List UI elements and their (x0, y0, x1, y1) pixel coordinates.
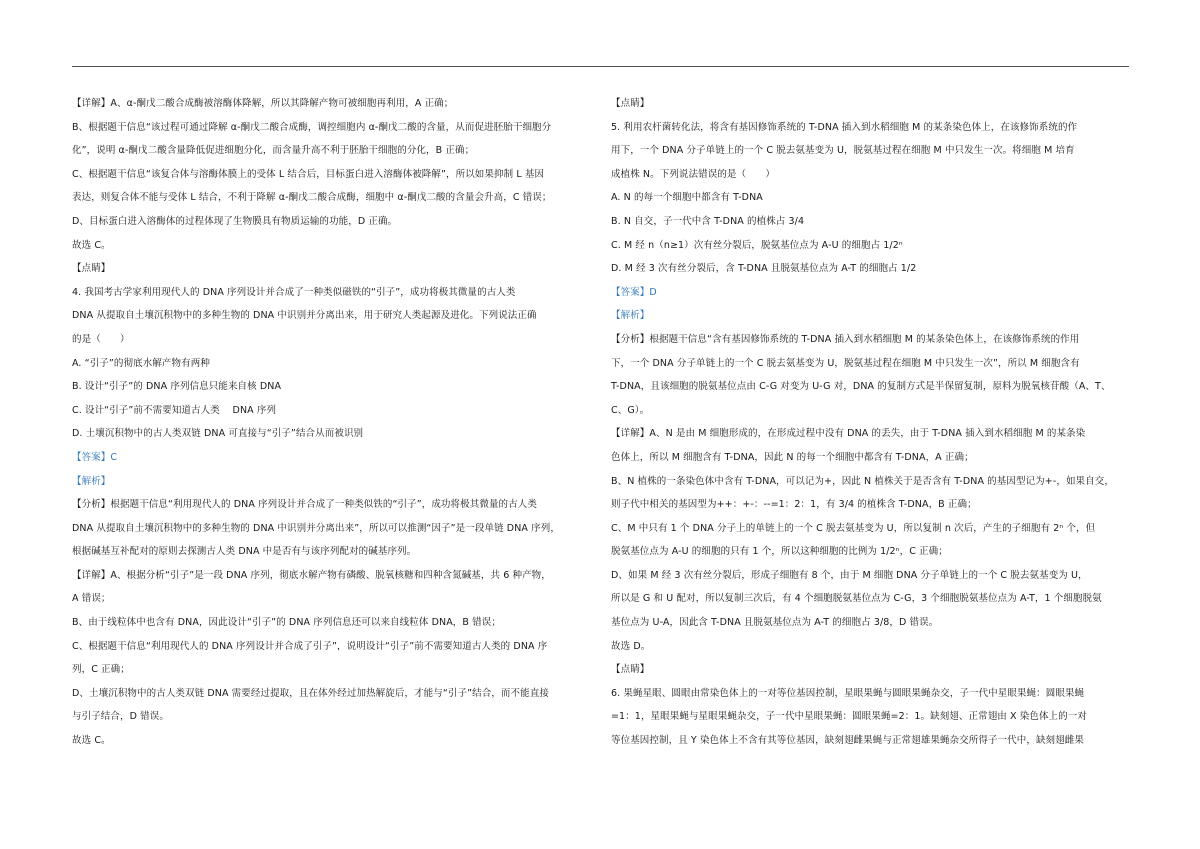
text-line: 【答案】D (611, 286, 657, 298)
text-line: 基位点为 U-A，因此含 T-DNA 且脱氨基位点为 A-T 的细胞占 3/8，D 错误。 (611, 617, 939, 629)
text-line: 5. 利用农杆菌转化法，将含有基因修饰系统的 T-DNA 插入到水稻细胞 M 的某条染色体上，在该修饰系统的作 (611, 121, 1078, 133)
text-line: C. M 经 n（n≥1）次有丝分裂后，脱氨基位点为 A-U 的细胞占 1/2ⁿ (611, 239, 903, 251)
text-line: D. M 经 3 次有丝分裂后，含 T-DNA 且脱氨基位点为 A-T 的细胞占 1/2 (611, 263, 917, 275)
text-line: B. N 自交，子一代中含 T-DNA 的植株占 3/4 (611, 215, 805, 227)
left-column (72, 92, 588, 753)
text-line: C、根据题干信息“该复合体与溶酶体膜上的受体 L 结合后，目标蛋白进入溶酶体被降解”，所以如果抑制 L 基因 (72, 168, 545, 180)
text-line: 色体上，所以 M 细胞含有 T-DNA，因此 N 的每一个细胞中都含有 T-DNA，A 正确； (611, 451, 974, 463)
text-line: 故选 D。 (611, 640, 651, 652)
text-line: 下，一个 DNA 分子单链上的一个 C 脱去氨基变为 U，脱氨基过程在细胞 M 中只发生一次”，所以 M 细胞含有 (611, 357, 1080, 369)
text-line: 故选 C。 (72, 239, 111, 251)
text-line: 列，C 正确； (72, 664, 130, 676)
text-line: C、G）。 (611, 404, 650, 416)
text-line: 成植株 N。下列说法错误的是（ ） (611, 168, 775, 180)
text-line: DNA 从提取自土壤沉积物中的多种生物的 DNA 中识别并分离出来”，所以可以推测“因子”是一段单链 DNA 序列， (72, 522, 560, 534)
text-line: 【点睛】 (611, 664, 650, 676)
text-line: D. 土壤沉积物中的古人类双链 DNA 可直接与“引子”结合从而被识别 (72, 428, 364, 440)
text-line: 故选 C。 (72, 735, 111, 747)
text-line: B、N 植株的一条染色体中含有 T-DNA，可以记为+，因此 N 植株关于是否含有 T-DNA 的基因型记为+-，如果自交， (611, 475, 1114, 487)
text-line: 【点睛】 (611, 98, 650, 109)
text-line: DNA 从提取自土壤沉积物中的多种生物的 DNA 中识别并分离出来，用于研究人类起源及进化。下列说法正确 (72, 310, 537, 322)
text-line: A 错误； (72, 593, 111, 605)
text-line: 化”，说明 α-酮戊二酸含量降低促进细胞分化，而含量升高不利于胚胎干细胞的分化，B 正确； (72, 145, 475, 157)
text-line: 【详解】A、根据分析“引子”是一段 DNA 序列，彻底水解产物有磷酸、脱氧核糖和四种含氮碱基，共 6 种产物， (72, 569, 551, 581)
text-line: 根据碱基互补配对的原则去探测古人类 DNA 中是否有与该序列配对的碱基序列。 (72, 546, 417, 558)
text-line: T-DNA，且该细胞的脱氨基位点由 C-G 对变为 U-G 对，DNA 的复制方式是半保留复制，原料为脱氧核苷酸（A、T、 (611, 381, 1111, 393)
text-line: 【解析】 (72, 475, 111, 487)
text-line: A. N 的每一个细胞中都含有 T-DNA (611, 192, 763, 204)
text-line: 脱氨基位点为 A-U 的细胞的只有 1 个，所以这种细胞的比例为 1/2ⁿ，C 正确； (611, 546, 948, 558)
text-line: D、目标蛋白进入溶酶体的过程体现了生物膜具有物质运输的功能，D 正确。 (72, 215, 398, 227)
text-line: 【答案】C (72, 451, 118, 463)
text-line: B. 设计“引子”的 DNA 序列信息只能来自核 DNA (72, 381, 282, 393)
text-line: C、根据题干信息“利用现代人的 DNA 序列设计并合成了引子”，说明设计“引子”前不需要知道古人类的 DNA 序 (72, 640, 548, 652)
right-column (611, 92, 1131, 753)
text-line: D、如果 M 经 3 次有丝分裂后，形成子细胞有 8 个，由于 M 细胞 DNA 分子单链上的一个 C 脱去氨基变为 U， (611, 569, 1088, 581)
text-line: 6. 果蝇星眼、圆眼由常染色体上的一对等位基因控制，星眼果蝇与圆眼果蝇杂交，子一代中星眼果蝇：圆眼果蝇 (611, 687, 1085, 699)
text-line: C、M 中只有 1 个 DNA 分子上的单链上的一个 C 脱去氨基变为 U，所以复制 n 次后，产生的子细胞有 2ⁿ 个，但 (611, 522, 1096, 534)
text-line: B、由于线粒体中也含有 DNA，因此设计“引子”的 DNA 序列信息还可以来自线粒体 DNA，B 错误； (72, 617, 501, 629)
text-line: 的是（ ） (72, 333, 130, 345)
text-line: 【分析】根据题干信息“利用现代人的 DNA 序列设计并合成了一种类似铁的“引子”，成功将极其微量的古人类 (72, 499, 537, 511)
text-line: =1：1，星眼果蝇与星眼果蝇杂交，子一代中星眼果蝇：圆眼果蝇=2：1。缺刻翅、正常翅由 X 染色体上的一对 (611, 711, 1087, 723)
text-line: 则子代中相关的基因型为++：+-：--=1：2：1，有 3/4 的植株含 T-DNA，B 正确； (611, 499, 977, 511)
header-rule (72, 66, 1129, 67)
text-line: A. “引子”的彻底水解产物有两种 (72, 357, 210, 369)
text-line: B、根据题干信息“该过程可通过降解 α-酮戊二酸合成酶，调控细胞内 α-酮戊二酸的含量，从而促进胚胎干细胞分 (72, 121, 552, 133)
text-line: 表达，则复合体不能与受体 L 结合，不利于降解 α-酮戊二酸合成酶，细胞中 α-酮戊二酸的含量会升高，C 错误； (72, 192, 552, 204)
text-line: 4. 我国考古学家利用现代人的 DNA 序列设计并合成了一种类似磁铁的“引子”，成功将极其微量的古人类 (72, 286, 516, 298)
text-line: 等位基因控制，且 Y 染色体上不含有其等位基因，缺刻翅雌果蝇与正常翅雄果蝇杂交所得子一代中，缺刻翅雌果 (611, 735, 1084, 747)
text-line: 【分析】根据题干信息“含有基因修饰系统的 T-DNA 插入到水稻细胞 M 的某条染色体上，在该修饰系统的作用 (611, 333, 1080, 345)
text-line: 用下，一个 DNA 分子单链上的一个 C 脱去氨基变为 U，脱氨基过程在细胞 M 中只发生一次。将细胞 M 培育 (611, 145, 1075, 157)
text-line: 与引子结合，D 错误。 (72, 711, 169, 723)
text-line: 【详解】A、α-酮戊二酸合成酶被溶酶体降解，所以其降解产物可被细胞再利用，A 正确； (72, 98, 454, 109)
text-line: 【解析】 (611, 310, 650, 322)
text-line: D、土壤沉积物中的古人类双链 DNA 需要经过提取，且在体外经过加热解旋后，才能与“引子”结合，而不能直接 (72, 687, 549, 699)
text-line: 所以是 G 和 U 配对，所以复制三次后，有 4 个细胞脱氨基位点为 C-G，3 个细胞脱氨基位点为 A-T，1 个细胞脱氨 (611, 593, 1102, 605)
text-line: 【点睛】 (72, 263, 111, 275)
text-line: C. 设计“引子”前不需要知道古人类 DNA 序列 (72, 404, 277, 416)
text-line: 【详解】A、N 是由 M 细胞形成的，在形成过程中没有 DNA 的丢失，由于 T-DNA 插入到水稻细胞 M 的某条染 (611, 428, 1086, 440)
